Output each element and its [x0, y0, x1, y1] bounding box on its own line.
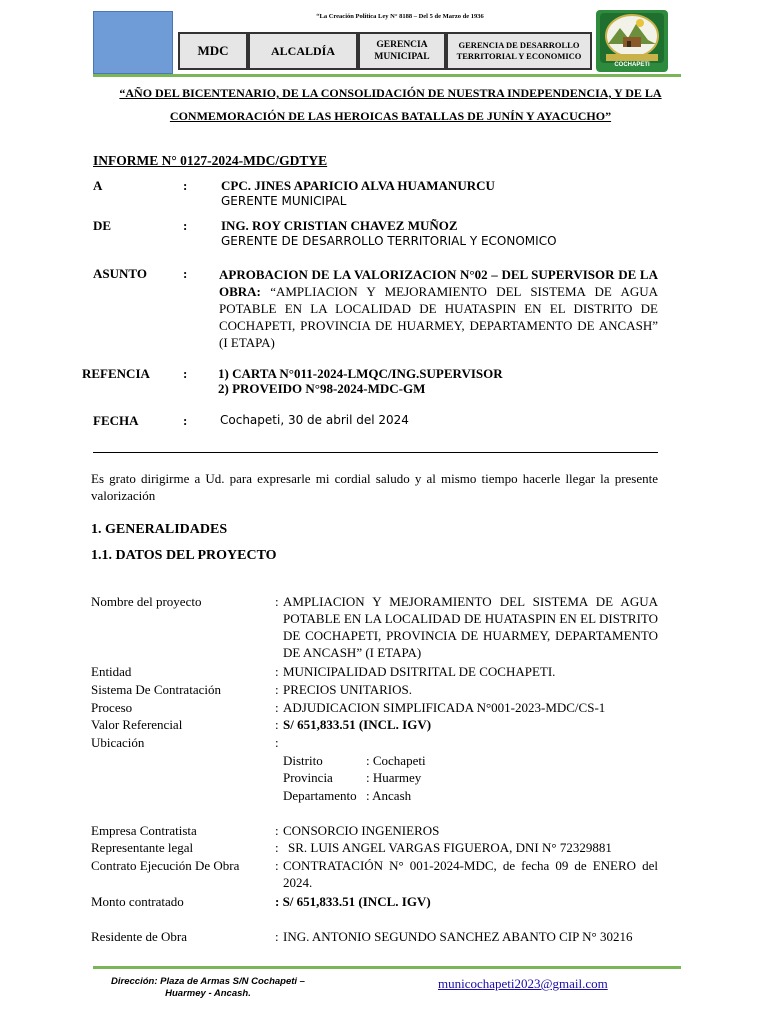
from-colon: : — [183, 218, 188, 233]
project-name-value: AMPLIACION Y MEJORAMIENTO DEL SISTEMA DE AGUA POTABLE EN LA LOCALIDAD DE HUATASPIN EN EL DISTRITO DE COCHAPETI, PROVINCIA DE HUARMEY, DEPARTAMENTO DE ANCASH” (I ETAPA) — [283, 594, 658, 660]
law-text: “La Creación Política Ley N° 8188 – Del 5 de Marzo de 1936 — [316, 13, 484, 20]
contractor-label: Empresa Contratista — [91, 823, 197, 838]
resident-colon: : — [275, 929, 279, 944]
amount-label: Monto contratado — [91, 894, 184, 909]
contract-system-colon: : — [275, 682, 279, 697]
to-name: CPC. JINES APARICIO ALVA HUAMANURCU — [221, 178, 495, 193]
reference-value: S/ 651,833.51 (INCL. IGV) — [283, 717, 432, 732]
contractor-value: CONSORCIO INGENIEROS — [283, 823, 440, 838]
contract-system-label: Sistema De Contratación — [91, 682, 221, 697]
reference-value-label: Valor Referencial — [91, 717, 183, 732]
subject-rest: “AMPLIACION Y MEJORAMIENTO DEL SISTEMA DE AGUA POTABLE EN LA LOCALIDAD DE HUATASPIN EN EL DISTRITO DE COCHAPETI, PROVINCIA DE HUARMEY, DEPARTAMENTO DE ANCASH” (I ETAPA) — [219, 284, 658, 350]
reference-2: 2) PROVEIDO N°98-2024-MDC-GM — [218, 381, 426, 396]
process-value: ADJUDICACION SIMPLIFICADA N°001-2023-MDC/CS-1 — [283, 700, 606, 715]
process-colon: : — [275, 700, 279, 715]
department-label: Departamento — [283, 788, 357, 803]
logo-text: COCHAPETI — [614, 62, 650, 68]
contract-value: CONTRATACIÓN N° 001-2024-MDC, de fecha 09 de ENERO del 2024. — [283, 858, 658, 890]
amount-value: : S/ 651,833.51 (INCL. IGV) — [275, 894, 431, 909]
date-label: FECHA — [93, 413, 139, 428]
legal-rep-colon: : — [275, 840, 279, 855]
section-datos-proyecto: 1.1. DATOS DEL PROYECTO — [91, 548, 277, 563]
tab-mdc: MDC — [178, 32, 248, 70]
contractor-colon: : — [275, 823, 279, 838]
department-value: : Ancash — [366, 788, 412, 803]
district-value: : Cochapeti — [366, 753, 426, 768]
date-value: Cochapeti, 30 de abril del 2024 — [220, 413, 409, 427]
to-label: A — [93, 178, 103, 193]
resident-value: ING. ANTONIO SEGUNDO SANCHEZ ABANTO CIP N° 30216 — [283, 929, 633, 944]
entity-value: MUNICIPALIDAD DSITRITAL DE COCHAPETI. — [283, 664, 556, 679]
province-value: : Huarmey — [366, 770, 422, 785]
footer-address — [93, 976, 323, 1000]
contract-colon: : — [275, 858, 279, 873]
tab-gerencia-municipal: GERENCIA MUNICIPAL — [358, 32, 446, 70]
footer-address-line1: Dirección: Plaza de Armas S/N Cochapeti – — [111, 976, 305, 987]
process-label: Proceso — [91, 700, 133, 715]
reference-colon: : — [183, 366, 188, 381]
contract-label: Contrato Ejecución De Obra — [91, 858, 240, 873]
report-title: INFORME N° 0127-2024-MDC/GDTYE — [93, 153, 328, 168]
section-generalidades: 1. GENERALIDADES — [91, 522, 228, 537]
entity-label: Entidad — [91, 664, 132, 679]
motto-line1: “AÑO DEL BICENTENARIO, DE LA CONSOLIDACIÓN DE NUESTRA INDEPENDENCIA, Y DE LA — [119, 86, 662, 100]
location-label: Ubicación — [91, 735, 145, 750]
to-position: GERENTE MUNICIPAL — [221, 194, 347, 208]
project-name-colon: : — [275, 594, 279, 609]
province-label: Provincia — [283, 770, 333, 785]
from-name: ING. ROY CRISTIAN CHAVEZ MUÑOZ — [221, 218, 458, 233]
contract-system-value: PRECIOS UNITARIOS. — [283, 682, 412, 697]
reference-label: REFENCIA — [82, 366, 150, 381]
reference-value-colon: : — [275, 717, 279, 732]
location-colon: : — [275, 735, 279, 750]
district-label: Distrito — [283, 753, 323, 768]
reference-1: 1) CARTA N°011-2024-LMQC/ING.SUPERVISOR — [218, 366, 503, 381]
header-divider — [93, 74, 681, 77]
from-label: DE — [93, 218, 112, 233]
subject-text — [219, 266, 658, 351]
intro-paragraph: Es grato dirigirme a Ud. para expresarle mi cordial saludo y al mismo tiempo hacerle llegar la presente valorización — [91, 471, 658, 503]
legal-rep-value: SR. LUIS ANGEL VARGAS FIGUEROA, DNI N° 72329881 — [288, 840, 612, 855]
project-name-label: Nombre del proyecto — [91, 594, 202, 609]
header-blue-block — [93, 11, 173, 74]
legal-rep-label: Representante legal — [91, 840, 194, 855]
resident-label: Residente de Obra — [91, 929, 188, 944]
memo-divider — [93, 452, 658, 453]
tab-gerencia-desarrollo: GERENCIA DE DESARROLLO TERRITORIAL Y ECONOMICO — [446, 32, 592, 70]
entity-colon: : — [275, 664, 279, 679]
from-position: GERENTE DE DESARROLLO TERRITORIAL Y ECONOMICO — [221, 234, 557, 248]
to-colon: : — [183, 178, 188, 193]
footer-email-link[interactable]: municochapeti2023@gmail.com — [438, 976, 608, 991]
date-colon: : — [183, 413, 188, 428]
footer-address-line2: Huarmey - Ancash. — [165, 988, 251, 999]
subject-label: ASUNTO — [93, 266, 147, 281]
tab-alcaldia: ALCALDÍA — [248, 32, 358, 70]
subject-bold: APROBACION DE LA VALORIZACION N°02 – DEL SUPERVISOR DE LA OBRA: — [219, 267, 658, 299]
subject-colon: : — [183, 266, 188, 281]
municipal-logo — [596, 10, 668, 72]
motto-line2: CONMEMORACIÓN DE LAS HEROICAS BATALLAS DE JUNÍN Y AYACUCHO” — [169, 109, 612, 123]
footer-divider — [93, 966, 681, 969]
